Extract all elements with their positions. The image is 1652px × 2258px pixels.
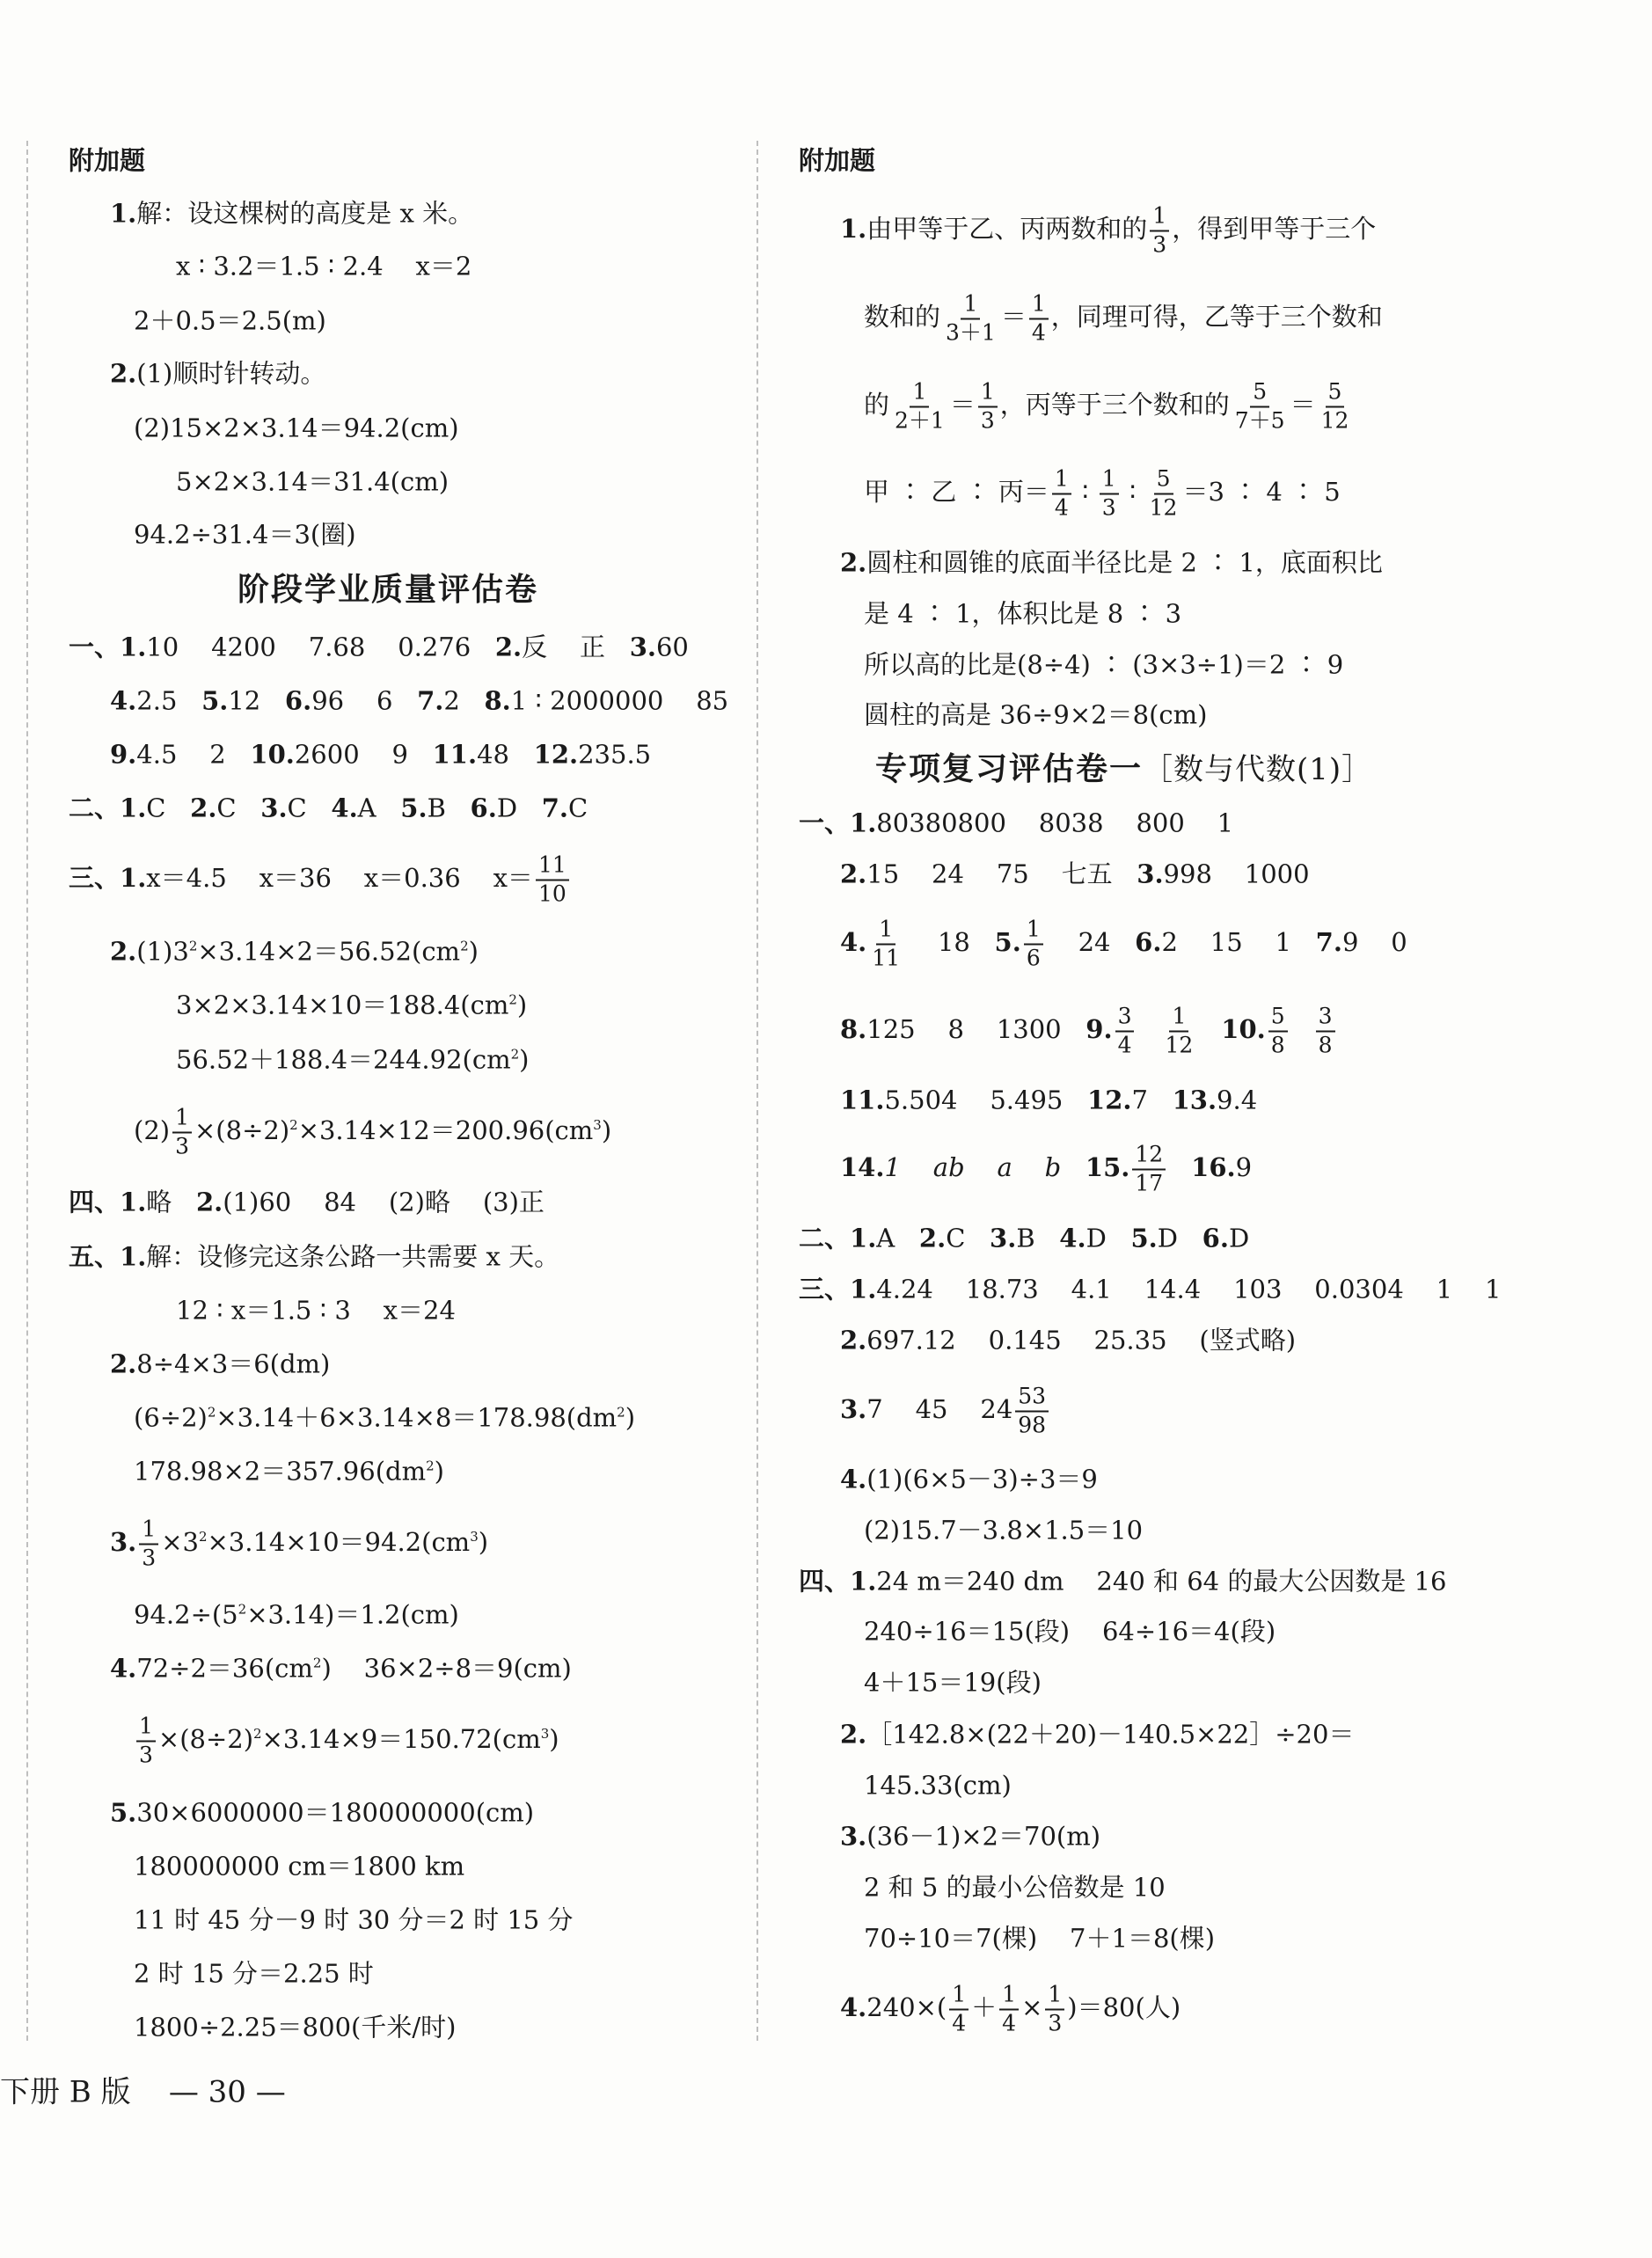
answer-line: 四、1.24 m＝240 dm 240 和 64 的最大公因数是 16 — [799, 1566, 1447, 1597]
exam-title: 阶段学业质量评估卷 — [238, 572, 539, 608]
answer-line: $56.52+188.4=244.92(cm^2)$ — [176, 1044, 530, 1075]
fraction: $\frac{1}{6}$ — [1024, 918, 1043, 970]
answer-line: 数和的 $\frac{1}{3+1}$ ＝ $\frac{1}{4}$ ，同理可得，乙等于三个数和 — [864, 290, 1383, 345]
answer-line: $178.98\times 2=357.96(dm^2)$ — [134, 1456, 444, 1487]
answer-line: 2.697.12 0.145 25.35 (竖式略) — [840, 1325, 1297, 1356]
section-heading: 附加题 — [799, 145, 876, 176]
fraction: $\frac{1}{3+1}$ — [946, 290, 996, 345]
answer-line: 2 和 5 的最小公倍数是 10 — [864, 1872, 1166, 1903]
answer-line: 1.由甲等于乙、丙两数和的 $\frac{1}{3}$ ，得到甲等于三个 — [840, 202, 1377, 257]
answer-line: 的 $\frac{1}{2+1}$ ＝ $\frac{1}{3}$ ，丙等于三个数和的 $\frac{5}{7+5}$ ＝ $\frac{5}{12}$ — [864, 381, 1354, 433]
answer-line: 70÷10＝7(棵) 7＋1＝8(棵) — [864, 1923, 1216, 1954]
answer-line: 2.8÷4×3＝6(dm) — [110, 1348, 331, 1379]
answer-line: 二、1.A 2.C 3.B 4.D 5.D 6.D — [799, 1223, 1250, 1253]
column-divider — [757, 141, 758, 2041]
fraction: $\frac{1}{4}$ — [1029, 293, 1049, 345]
answer-line: 3. $\frac{1}{3}$ $\times 3^2\times 3.14\times 10=94.2(cm^3)$ — [110, 1516, 489, 1570]
answer-line: 8.125 8 1300 9. $\frac{3}{4}$ $\frac{1}{12}$ 10. $\frac{5}{8}$ $\frac{3}{8}$ — [840, 1005, 1338, 1057]
answer-line: 145.33(cm) — [864, 1770, 1012, 1801]
fraction: $\frac{1}{3}$ — [1150, 205, 1169, 257]
answer-line: 三、1.4.24 18.73 4.1 14.4 103 0.0304 1 1 — [799, 1274, 1502, 1304]
answer-line: 4. $\frac{1}{11}$ 18 5. $\frac{1}{6}$ 24 6.2 15 1 7.9 0 — [840, 916, 1407, 970]
fraction: $\frac{1}{12}$ — [1165, 1003, 1194, 1057]
fraction: $\frac{1}{3}$ — [139, 1518, 158, 1570]
answer-line: $94.2\div(5^2\times 3.14)=1.2(cm)$ — [134, 1599, 459, 1630]
answer-line: 5×2×3.14＝31.4(cm) — [176, 466, 450, 497]
fraction: $\frac{1}{4}$ — [999, 1984, 1019, 2035]
fraction: $\frac{1}{3}$ — [172, 1107, 192, 1158]
fraction: $\frac{5}{12}$ — [1149, 465, 1178, 520]
answer-line: 1800÷2.25＝800(千米/时) — [134, 2012, 457, 2042]
fraction: $\frac{11}{10}$ — [536, 854, 569, 906]
answer-line: x ∶ 3.2＝1.5 ∶ 2.4 x＝2 — [176, 251, 472, 281]
answer-line: 4＋15＝19(段) — [864, 1667, 1042, 1698]
fraction: $\frac{53}{98}$ — [1015, 1385, 1049, 1437]
fraction: $\frac{1}{11}$ — [872, 916, 901, 970]
answer-line: 五、1.解：设修完这条公路一共需要 x 天。 — [69, 1241, 560, 1272]
answer-line: 2.圆柱和圆锥的底面半径比是 2 ∶ 1，底面积比 — [840, 547, 1383, 578]
answer-line: 甲 ∶ 乙 ∶ 丙＝ $\frac{1}{4}$ ∶ $\frac{1}{3}$ ∶ $\frac{5}{12}$ ＝3 ∶ 4 ∶ 5 — [864, 465, 1341, 520]
answer-line: (2) $\frac{1}{3}$ $\times(8\div 2)^2\times 3.14\times 12=200.96(cm^3)$ — [134, 1104, 612, 1158]
answer-line: $4.72\div 2=36(cm^2)$ 36×2÷8＝9(cm) — [110, 1653, 572, 1684]
answer-line: 4.240×( $\frac{1}{4}$ ＋ $\frac{1}{4}$ × $\frac{1}{3}$ )＝80(人) — [840, 1981, 1181, 2035]
fraction: $\frac{12}{17}$ — [1132, 1144, 1166, 1195]
answer-line: 是 4 ∶ 1，体积比是 8 ∶ 3 — [864, 598, 1182, 629]
fraction: $\frac{3}{8}$ — [1316, 1005, 1335, 1057]
fraction: $\frac{1}{4}$ — [1052, 468, 1071, 520]
section-heading: 附加题 — [69, 145, 146, 176]
answer-line: 94.2÷31.4＝3(圈) — [134, 519, 356, 550]
answer-line: 14.1 ab a b 15. $\frac{12}{17}$ 16.9 — [840, 1141, 1253, 1195]
answer-line: 12 ∶ x＝1.5 ∶ 3 x＝24 — [176, 1295, 456, 1326]
answer-line: 1.解：设这棵树的高度是 x 米。 — [110, 198, 474, 229]
answer-line: 5.30×6000000＝180000000(cm) — [110, 1797, 535, 1828]
fraction: $\frac{5}{8}$ — [1268, 1005, 1288, 1057]
answer-line: 2＋0.5＝2.5(m) — [134, 305, 326, 336]
answer-line: (2)15.7－3.8×1.5＝10 — [864, 1515, 1144, 1546]
exam-title: 专项复习评估卷一［数与代数(1)］ — [875, 751, 1373, 787]
answer-line: 圆柱的高是 36÷9×2＝8(cm) — [864, 699, 1208, 730]
answer-line: 一、1.10 4200 7.68 0.276 2.反 正 3.60 — [69, 632, 689, 662]
fraction: $\frac{5}{7+5}$ — [1234, 378, 1285, 433]
answer-line: $2.(1)3^2\times 3.14\times 2=56.52(cm^2)$ — [110, 936, 479, 967]
answer-line: 3.(36－1)×2＝70(m) — [840, 1821, 1101, 1852]
answer-line: 一、1.80380800 8038 800 1 — [799, 807, 1234, 838]
fraction: $\frac{5}{12}$ — [1320, 378, 1349, 433]
fraction: $\frac{1}{2+1}$ — [895, 378, 945, 433]
fraction: $\frac{3}{4}$ — [1115, 1005, 1135, 1057]
edition-label: 下册 B 版 — [0, 2074, 131, 2110]
answer-line: $(6\div 2)^2\times 3.14+6\times 3.14\times 8=178.98(dm^2)$ — [134, 1402, 636, 1433]
fraction: $\frac{1}{3}$ — [1100, 468, 1119, 520]
answer-line: 三、1.x＝4.5 x＝36 x＝0.36 x＝ $\frac{11}{10}$ — [69, 854, 572, 906]
exam-subtitle: ［数与代数(1)］ — [1143, 752, 1373, 787]
answer-line: 180000000 cm＝1800 km — [134, 1851, 465, 1882]
answer-line: (2)15×2×3.14＝94.2(cm) — [134, 413, 459, 443]
answer-line: 2.［142.8×(22＋20)－140.5×22］÷20＝ — [840, 1719, 1355, 1750]
fraction: $\frac{1}{3}$ — [136, 1715, 156, 1767]
answer-line: 3.7 45 24 $\frac{53}{98}$ — [840, 1385, 1051, 1437]
answer-line: $\frac{1}{3}$ $\times(8\div 2)^2\times 3.14\times 9=150.72(cm^3)$ — [134, 1715, 559, 1767]
answer-line: 2.15 24 75 七五 3.998 1000 — [840, 859, 1310, 889]
answer-line: 4.(1)(6×5－3)÷3＝9 — [840, 1464, 1098, 1494]
fraction: $\frac{1}{3}$ — [1045, 1984, 1064, 2035]
fraction: $\frac{1}{4}$ — [949, 1984, 969, 2035]
left-edge-dashed-rule — [26, 141, 28, 2041]
answer-line: $3\times 2\times 3.14\times 10=188.4(cm^2)$ — [176, 990, 528, 1020]
answer-line: 四、1.略 2.(1)60 84 (2)略 (3)正 — [69, 1187, 545, 1217]
answer-line: 9.4.5 2 10.2600 9 11.48 12.235.5 — [110, 739, 652, 770]
answer-line: 2 时 15 分＝2.25 时 — [134, 1958, 374, 1989]
answer-line: 所以高的比是(8÷4) ∶ (3×3÷1)＝2 ∶ 9 — [864, 649, 1344, 680]
answer-line: 11 时 45 分－9 时 30 分＝2 时 15 分 — [134, 1904, 574, 1935]
page-footer — [0, 2068, 286, 2111]
answer-line: 240÷16＝15(段) 64÷16＝4(段) — [864, 1616, 1276, 1647]
answer-line: 11.5.504 5.495 12.7 13.9.4 — [840, 1085, 1258, 1115]
page-number: — 30 — — [168, 2074, 286, 2110]
answer-line: 2.(1)顺时针转动。 — [110, 358, 326, 389]
fraction: $\frac{1}{3}$ — [978, 381, 998, 433]
answer-line: 二、1.C 2.C 3.C 4.A 5.B 6.D 7.C — [69, 793, 588, 823]
answer-line: 4.2.5 5.12 6.96 6 7.2 8.1 ∶ 2000000 85 — [110, 685, 729, 716]
